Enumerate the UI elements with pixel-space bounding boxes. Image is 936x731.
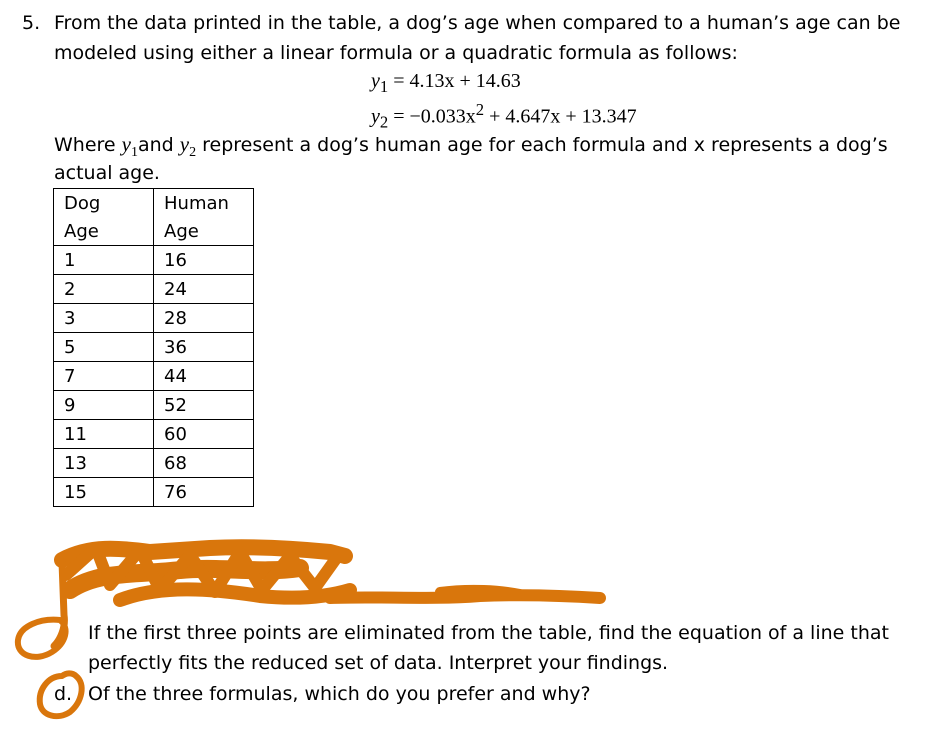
table-cell: 68 (154, 449, 254, 478)
header-dog: Dog (54, 189, 154, 218)
table-cell: 28 (154, 304, 254, 333)
where-text-b: represent a dog’s human age for each formula and x represents a dog’s (196, 134, 888, 156)
eq1-sub: 1 (379, 77, 389, 96)
table-cell: 16 (154, 246, 254, 275)
table-cell: 3 (54, 304, 154, 333)
where-sub2: 2 (189, 144, 197, 160)
where-line-2: actual age. (54, 162, 160, 184)
intro-line-1: From the data printed in the table, a dog’s age when compared to a human’s age can be (54, 12, 901, 34)
eq1-rhs: = 4.13x + 14.63 (388, 70, 521, 92)
eq2-rhs-a: = −0.033x (388, 105, 476, 128)
table-cell: 1 (54, 246, 154, 275)
eq2-y: y (371, 105, 380, 128)
where-y1: y (121, 132, 131, 156)
where-y2: y (179, 132, 190, 156)
table-cell: 44 (154, 362, 254, 391)
intro-line-2: modeled using either a linear formula or a quadratic formula as follows: (54, 42, 738, 64)
question-c-line-2: perfectly fits the reduced set of data. Interpret your findings. (88, 652, 669, 674)
question-c-line-1: If the first three points are eliminated from the table, find the equation of a line that (88, 622, 889, 644)
table-cell: 52 (154, 391, 254, 420)
table-cell: 5 (54, 333, 154, 362)
table-cell: 13 (54, 449, 154, 478)
table-cell: 11 (54, 420, 154, 449)
eq2-sup: 2 (475, 100, 485, 119)
table-cell: 2 (54, 275, 154, 304)
question-d-text: Of the three formulas, which do you prefer and why? (88, 683, 591, 705)
table-cell: 76 (154, 478, 254, 507)
where-and: and (137, 134, 180, 156)
header-age: Age (154, 217, 254, 246)
where-text-a: Where (54, 134, 122, 156)
table-cell: 15 (54, 478, 154, 507)
table-cell: 24 (154, 275, 254, 304)
eq2-rhs-b: + 4.647x + 13.347 (484, 105, 637, 128)
where-sub1: 1 (130, 144, 138, 160)
eq2-sub: 2 (379, 112, 389, 132)
header-human: Human (154, 189, 254, 218)
table-cell: 36 (154, 333, 254, 362)
question-d-marker: d. (54, 683, 73, 705)
table-cell: 7 (54, 362, 154, 391)
table-cell: 60 (154, 420, 254, 449)
header-age: Age (54, 217, 154, 246)
problem-number: 5. (22, 12, 41, 34)
eq1-y: y (371, 70, 380, 92)
table-cell: 9 (54, 391, 154, 420)
